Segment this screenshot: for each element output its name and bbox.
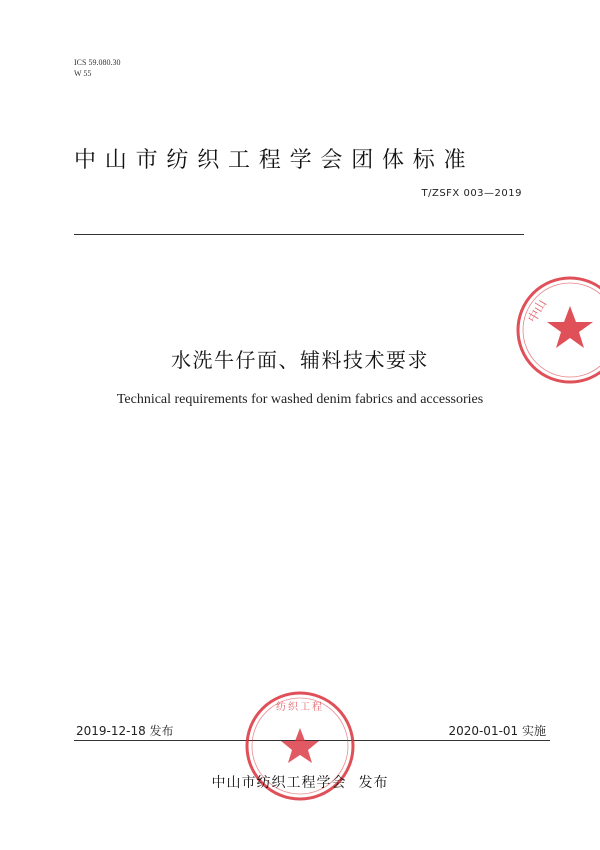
organization-title: 中山市纺织工程学会团体标准: [74, 148, 475, 173]
standard-number: T/ZSFX 003—2019: [421, 188, 522, 199]
publisher-suffix: 发布: [358, 775, 389, 791]
svg-text:中山: 中山: [525, 297, 550, 325]
classification-codes: [74, 57, 120, 79]
publisher-line: [0, 772, 600, 792]
ics-code: ICS 59.080.30: [74, 58, 121, 67]
ccs-code: W 55: [74, 69, 92, 78]
document-title-chinese: 水洗牛仔面、辅料技术要求: [171, 348, 429, 372]
implementation-date: 2020-01-01 实施: [448, 724, 546, 738]
top-divider: [74, 234, 524, 235]
svg-text:纺织工程: 纺织工程: [276, 702, 324, 713]
issue-date: 2019-12-18 发布: [76, 724, 174, 738]
publisher-name: 中山市纺织工程学会: [211, 775, 347, 791]
document-title-english: Technical requirements for washed denim fabrics and accessories: [116, 392, 484, 407]
